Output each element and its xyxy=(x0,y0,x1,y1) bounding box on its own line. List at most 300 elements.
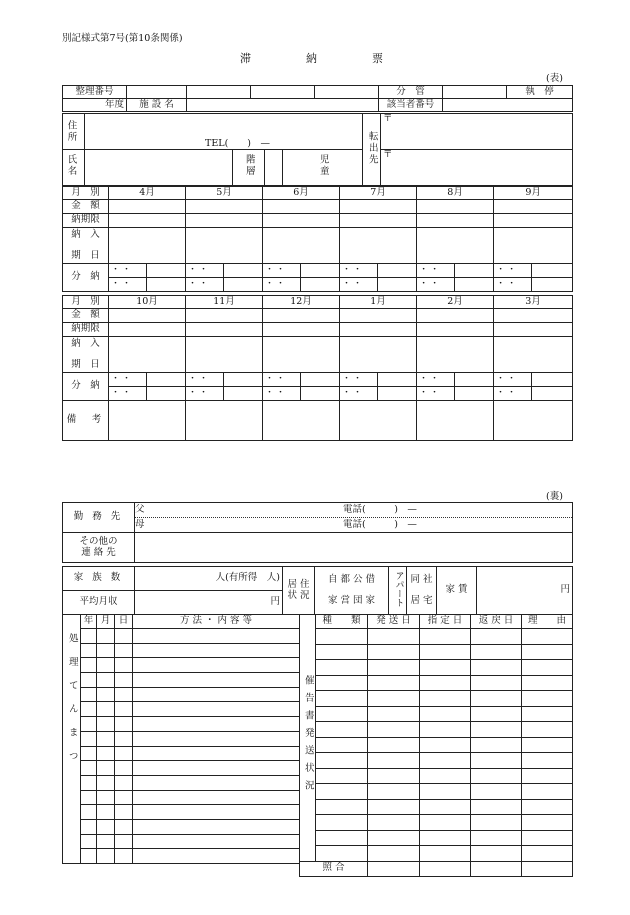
inst-a-1-1b[interactable] xyxy=(224,264,263,278)
label-shougou: 照 合 xyxy=(300,861,368,876)
saikoku-cell[interactable] xyxy=(368,784,420,800)
shougou-cell[interactable] xyxy=(471,861,522,876)
inst-a-5-2[interactable]: ・・ xyxy=(494,278,532,292)
back-family-table xyxy=(62,566,573,615)
amount-a-5[interactable] xyxy=(494,200,573,214)
inst-b-0-1b[interactable] xyxy=(147,373,186,387)
saikoku-cell[interactable] xyxy=(316,799,368,815)
back-log-area xyxy=(62,614,572,874)
due-b-5[interactable] xyxy=(494,323,573,337)
saikoku-cell[interactable] xyxy=(420,706,471,722)
shori-cell[interactable] xyxy=(115,819,133,834)
inst-b-5-2[interactable]: ・・ xyxy=(494,387,532,401)
saikoku-cell[interactable] xyxy=(420,675,471,691)
month-a-0: 4月 xyxy=(109,187,186,200)
label-shisetsu: 施 設 名 xyxy=(127,99,187,112)
saikoku-cell[interactable] xyxy=(316,629,368,645)
saikoku-cell[interactable] xyxy=(522,799,573,815)
shori-cell[interactable] xyxy=(97,673,115,688)
saikoku-cell[interactable] xyxy=(316,784,368,800)
shori-cell[interactable] xyxy=(81,702,97,717)
month-a-3: 7月 xyxy=(340,187,417,200)
inst-a-5-1[interactable]: ・・ xyxy=(494,264,532,278)
label-month-a: 月 別 xyxy=(63,187,109,200)
saikoku-cell[interactable] xyxy=(316,644,368,660)
label-due-b: 納期限 xyxy=(63,323,109,337)
saikoku-cell[interactable] xyxy=(420,784,471,800)
paid-b-3[interactable] xyxy=(340,337,417,373)
shori-cell[interactable] xyxy=(133,717,300,732)
shori-cell[interactable] xyxy=(133,673,300,688)
shori-cell[interactable] xyxy=(97,702,115,717)
inst-b-5-2b[interactable] xyxy=(532,387,573,401)
inst-a-2-2b[interactable] xyxy=(301,278,340,292)
saikoku-cell[interactable] xyxy=(420,737,471,753)
shori-cell[interactable] xyxy=(97,834,115,849)
label-amount-b: 金 額 xyxy=(63,309,109,323)
saikoku-cell[interactable] xyxy=(471,784,522,800)
label-amount-a: 金 額 xyxy=(63,200,109,214)
saikoku-cell[interactable] xyxy=(522,660,573,676)
saikoku-cell[interactable] xyxy=(522,768,573,784)
inst-b-4-1[interactable]: ・・ xyxy=(417,373,455,387)
amount-a-1[interactable] xyxy=(186,200,263,214)
shori-cell[interactable] xyxy=(81,746,97,761)
saikoku-cell[interactable] xyxy=(522,722,573,738)
shimei-field[interactable] xyxy=(85,150,233,186)
label-gaitou: 該当者番号 xyxy=(379,99,443,112)
col-return: 返 戻 日 xyxy=(471,615,522,629)
shori-cell[interactable] xyxy=(133,819,300,834)
saikoku-cell[interactable] xyxy=(316,706,368,722)
shori-cell[interactable] xyxy=(81,819,97,834)
saikoku-cell[interactable] xyxy=(471,846,522,862)
label-seiri: 整理番号 xyxy=(63,86,127,99)
bikou-0[interactable] xyxy=(109,401,186,441)
saikoku-cell[interactable] xyxy=(420,830,471,846)
inst-b-4-2b[interactable] xyxy=(455,387,494,401)
month-a-1: 5月 xyxy=(186,187,263,200)
month-a-2: 6月 xyxy=(263,187,340,200)
shougou-cell[interactable] xyxy=(522,861,573,876)
form-reference: 別記様式第7号(第10条関係) xyxy=(62,33,183,44)
saikoku-cell[interactable] xyxy=(316,675,368,691)
saikoku-cell[interactable] xyxy=(471,644,522,660)
shori-cell[interactable] xyxy=(81,629,97,644)
saikoku-cell[interactable] xyxy=(368,799,420,815)
shori-cell[interactable] xyxy=(97,717,115,732)
inst-b-1-1[interactable]: ・・ xyxy=(186,373,224,387)
saikoku-cell[interactable] xyxy=(522,753,573,769)
label-saikoku: 催告書発送状況 xyxy=(300,615,316,862)
shori-cell[interactable] xyxy=(133,629,300,644)
inst-b-3-2[interactable]: ・・ xyxy=(340,387,378,401)
saikoku-cell[interactable] xyxy=(471,799,522,815)
inst-a-0-2b[interactable] xyxy=(147,278,186,292)
col-day: 日 xyxy=(115,615,133,629)
month-b-2: 12月 xyxy=(263,296,340,309)
bikou-5[interactable] xyxy=(494,401,573,441)
saikoku-cell[interactable] xyxy=(471,815,522,831)
shori-cell[interactable] xyxy=(81,658,97,673)
label-inst-b: 分 納 xyxy=(63,373,109,401)
inst-a-5-1b[interactable] xyxy=(532,264,573,278)
saikoku-cell[interactable] xyxy=(471,706,522,722)
saikoku-cell[interactable] xyxy=(368,675,420,691)
due-a-1[interactable] xyxy=(186,214,263,228)
inst-b-2-2[interactable]: ・・ xyxy=(263,387,301,401)
saikoku-cell[interactable] xyxy=(368,737,420,753)
paid-b-1[interactable] xyxy=(186,337,263,373)
label-jidou: 児童 xyxy=(283,150,363,186)
saikoku-cell[interactable] xyxy=(471,660,522,676)
saikoku-cell[interactable] xyxy=(368,830,420,846)
paid-b-2[interactable] xyxy=(263,337,340,373)
saikoku-cell[interactable] xyxy=(368,768,420,784)
shori-cell[interactable] xyxy=(115,702,133,717)
month-a-5: 9月 xyxy=(494,187,573,200)
saikoku-cell[interactable] xyxy=(316,815,368,831)
shori-cell[interactable] xyxy=(97,819,115,834)
shori-cell[interactable] xyxy=(115,687,133,702)
inst-b-5-1[interactable]: ・・ xyxy=(494,373,532,387)
shori-cell[interactable] xyxy=(97,849,115,864)
shori-cell[interactable] xyxy=(133,849,300,864)
inst-a-2-1[interactable]: ・・ xyxy=(263,264,301,278)
col-send: 発 送 日 xyxy=(368,615,420,629)
due-b-1[interactable] xyxy=(186,323,263,337)
saikoku-cell[interactable] xyxy=(420,691,471,707)
month-b-5: 3月 xyxy=(494,296,573,309)
label-shori: 処理てんまつ xyxy=(63,615,81,864)
shori-cell[interactable] xyxy=(81,775,97,790)
col-method: 方 法 ・ 内 容 等 xyxy=(133,615,300,629)
inst-b-2-2b[interactable] xyxy=(301,387,340,401)
bikou-4[interactable] xyxy=(417,401,494,441)
due-b-2[interactable] xyxy=(263,323,340,337)
inst-b-4-1b[interactable] xyxy=(455,373,494,387)
saikoku-cell[interactable] xyxy=(368,846,420,862)
shori-cell[interactable] xyxy=(115,834,133,849)
saikoku-cell[interactable] xyxy=(522,706,573,722)
due-b-4[interactable] xyxy=(417,323,494,337)
kinmusaki-field[interactable] xyxy=(135,503,573,533)
saikoku-cell[interactable] xyxy=(522,830,573,846)
saikoku-cell[interactable] xyxy=(471,722,522,738)
paid-a-5[interactable] xyxy=(494,228,573,264)
month-b-4: 2月 xyxy=(417,296,494,309)
saikoku-cell[interactable] xyxy=(420,753,471,769)
saikoku-cell[interactable] xyxy=(522,675,573,691)
shori-cell[interactable] xyxy=(81,673,97,688)
paid-a-0[interactable] xyxy=(109,228,186,264)
inst-a-4-1[interactable]: ・・ xyxy=(417,264,455,278)
tenshutsu-field-1[interactable] xyxy=(381,114,573,150)
saikoku-cell[interactable] xyxy=(420,846,471,862)
shori-cell[interactable] xyxy=(97,687,115,702)
saikoku-cell[interactable] xyxy=(368,660,420,676)
label-due-a: 納期限 xyxy=(63,214,109,228)
inst-a-2-1b[interactable] xyxy=(301,264,340,278)
shori-cell[interactable] xyxy=(133,805,300,820)
sonota-field[interactable] xyxy=(135,533,573,563)
month-a-4: 8月 xyxy=(417,187,494,200)
bikou-3[interactable] xyxy=(340,401,417,441)
label-kyojuu: 居 住 状 況 xyxy=(283,567,315,615)
saikoku-cell[interactable] xyxy=(368,629,420,645)
shori-cell[interactable] xyxy=(115,775,133,790)
shori-cell[interactable] xyxy=(133,702,300,717)
inst-a-5-2b[interactable] xyxy=(532,278,573,292)
inst-b-3-2b[interactable] xyxy=(378,387,417,401)
inst-b-4-2[interactable]: ・・ xyxy=(417,387,455,401)
shori-cell[interactable] xyxy=(81,805,97,820)
bunkan-field[interactable] xyxy=(443,86,507,99)
shougou-cell[interactable] xyxy=(368,861,420,876)
saikoku-cell[interactable] xyxy=(471,753,522,769)
inst-b-1-2[interactable]: ・・ xyxy=(186,387,224,401)
amount-b-2[interactable] xyxy=(263,309,340,323)
shori-cell[interactable] xyxy=(97,658,115,673)
saikoku-cell[interactable] xyxy=(316,737,368,753)
saikoku-cell[interactable] xyxy=(368,815,420,831)
label-bunkan: 分 管 xyxy=(379,86,443,99)
due-b-3[interactable] xyxy=(340,323,417,337)
inst-a-4-2b[interactable] xyxy=(455,278,494,292)
amount-b-0[interactable] xyxy=(109,309,186,323)
due-a-3[interactable] xyxy=(340,214,417,228)
saikoku-cell[interactable] xyxy=(522,629,573,645)
saikoku-cell[interactable] xyxy=(522,815,573,831)
paid-b-4[interactable] xyxy=(417,337,494,373)
shori-cell[interactable] xyxy=(133,775,300,790)
shisetsu-field[interactable] xyxy=(187,99,379,112)
inst-a-3-1b[interactable] xyxy=(378,264,417,278)
col-reason: 理 由 xyxy=(522,615,573,629)
gaitou-field[interactable] xyxy=(443,99,573,112)
paid-b-0[interactable] xyxy=(109,337,186,373)
label-apart: アパート xyxy=(389,567,407,615)
saikoku-cell[interactable] xyxy=(368,706,420,722)
paid-a-4[interactable] xyxy=(417,228,494,264)
saikoku-cell[interactable] xyxy=(368,722,420,738)
shori-cell[interactable] xyxy=(97,805,115,820)
seiri-field-1[interactable] xyxy=(127,86,187,99)
amount-b-1[interactable] xyxy=(186,309,263,323)
saikoku-cell[interactable] xyxy=(522,846,573,862)
shori-cell[interactable] xyxy=(133,834,300,849)
month-b-1: 11月 xyxy=(186,296,263,309)
amount-a-0[interactable] xyxy=(109,200,186,214)
shori-cell[interactable] xyxy=(81,643,97,658)
tenshutsu-field-2[interactable] xyxy=(381,150,573,186)
saikoku-cell[interactable] xyxy=(316,846,368,862)
amount-a-3[interactable] xyxy=(340,200,417,214)
due-a-4[interactable] xyxy=(417,214,494,228)
kazoku-field[interactable]: 人(有所得 人) xyxy=(135,567,283,591)
front-info-table xyxy=(62,85,573,112)
shori-cell[interactable] xyxy=(97,761,115,776)
shori-cell[interactable] xyxy=(81,761,97,776)
paid-a-1[interactable] xyxy=(186,228,263,264)
shori-cell[interactable] xyxy=(115,717,133,732)
saikoku-cell[interactable] xyxy=(471,675,522,691)
label-tenshutsu: 転出先 xyxy=(363,114,381,186)
shori-cell[interactable] xyxy=(81,790,97,805)
inst-b-0-1[interactable]: ・・ xyxy=(109,373,147,387)
saikoku-cell[interactable] xyxy=(420,644,471,660)
amount-a-2[interactable] xyxy=(263,200,340,214)
inst-a-3-2b[interactable] xyxy=(378,278,417,292)
inst-b-2-1[interactable]: ・・ xyxy=(263,373,301,387)
due-a-0[interactable] xyxy=(109,214,186,228)
shori-cell[interactable] xyxy=(81,834,97,849)
saikoku-cell[interactable] xyxy=(420,660,471,676)
amount-b-3[interactable] xyxy=(340,309,417,323)
jusho-field[interactable] xyxy=(85,114,363,150)
shori-cell[interactable] xyxy=(115,658,133,673)
due-a-2[interactable] xyxy=(263,214,340,228)
shougou-cell[interactable] xyxy=(420,861,471,876)
inst-a-0-1b[interactable] xyxy=(147,264,186,278)
shori-cell[interactable] xyxy=(97,775,115,790)
shori-cell[interactable] xyxy=(115,643,133,658)
saikoku-cell[interactable] xyxy=(420,799,471,815)
saikoku-cell[interactable] xyxy=(316,691,368,707)
saikoku-cell[interactable] xyxy=(471,830,522,846)
shori-cell[interactable] xyxy=(81,849,97,864)
inst-b-0-2b[interactable] xyxy=(147,387,186,401)
shori-cell[interactable] xyxy=(97,731,115,746)
inst-a-4-2[interactable]: ・・ xyxy=(417,278,455,292)
inst-a-1-1[interactable]: ・・ xyxy=(186,264,224,278)
bikou-1[interactable] xyxy=(186,401,263,441)
seiri-field-3[interactable] xyxy=(251,86,315,99)
front-months-table-b xyxy=(62,295,573,441)
shori-cell[interactable] xyxy=(97,746,115,761)
month-b-3: 1月 xyxy=(340,296,417,309)
label-kazoku: 家 族 数 xyxy=(63,567,135,591)
yachin-field[interactable]: 円 xyxy=(477,567,573,615)
paid-b-5[interactable] xyxy=(494,337,573,373)
shori-cell[interactable] xyxy=(115,761,133,776)
shori-cell[interactable] xyxy=(115,849,133,864)
label-yachin: 家 賃 xyxy=(437,567,477,615)
shori-cell[interactable] xyxy=(97,790,115,805)
inst-b-1-1b[interactable] xyxy=(224,373,263,387)
saikoku-cell[interactable] xyxy=(316,722,368,738)
inst-a-0-2[interactable]: ・・ xyxy=(109,278,147,292)
shori-cell[interactable] xyxy=(115,790,133,805)
shori-cell[interactable] xyxy=(133,658,300,673)
saikoku-cell[interactable] xyxy=(368,753,420,769)
paid-a-3[interactable] xyxy=(340,228,417,264)
shori-cell[interactable] xyxy=(115,673,133,688)
saikoku-cell[interactable] xyxy=(471,737,522,753)
due-a-5[interactable] xyxy=(494,214,573,228)
amount-b-5[interactable] xyxy=(494,309,573,323)
saikoku-cell[interactable] xyxy=(522,691,573,707)
shori-cell[interactable] xyxy=(97,643,115,658)
saikoku-cell[interactable] xyxy=(420,722,471,738)
amount-a-4[interactable] xyxy=(417,200,494,214)
inst-b-3-1b[interactable] xyxy=(378,373,417,387)
inst-b-3-1[interactable]: ・・ xyxy=(340,373,378,387)
shori-cell[interactable] xyxy=(81,717,97,732)
saikoku-cell[interactable] xyxy=(522,784,573,800)
shori-cell[interactable] xyxy=(115,731,133,746)
back-mark: (裏) xyxy=(546,491,563,502)
shori-cell[interactable] xyxy=(115,629,133,644)
kaisou-field[interactable] xyxy=(265,150,283,186)
saikoku-cell[interactable] xyxy=(316,830,368,846)
seiri-field-2[interactable] xyxy=(187,86,251,99)
heikin-field[interactable]: 円 xyxy=(135,591,283,615)
shori-cell[interactable] xyxy=(115,746,133,761)
saikoku-cell[interactable] xyxy=(316,753,368,769)
inst-a-3-1[interactable]: ・・ xyxy=(340,264,378,278)
shori-cell[interactable] xyxy=(133,687,300,702)
saikoku-cell[interactable] xyxy=(471,691,522,707)
shori-cell[interactable] xyxy=(81,731,97,746)
shori-cell[interactable] xyxy=(81,687,97,702)
saikoku-cell[interactable] xyxy=(316,768,368,784)
shori-cell[interactable] xyxy=(133,643,300,658)
inst-a-3-2[interactable]: ・・ xyxy=(340,278,378,292)
label-heikin: 平均月収 xyxy=(63,591,135,615)
inst-b-5-1b[interactable] xyxy=(532,373,573,387)
label-shittei: 執 停 xyxy=(507,86,573,99)
shori-cell[interactable] xyxy=(115,805,133,820)
shori-table xyxy=(62,614,300,864)
month-b-0: 10月 xyxy=(109,296,186,309)
shori-cell[interactable] xyxy=(133,731,300,746)
saikoku-cell[interactable] xyxy=(316,660,368,676)
saikoku-cell[interactable] xyxy=(368,691,420,707)
label-kinmusaki: 勤 務 先 xyxy=(63,503,135,533)
inst-b-1-2b[interactable] xyxy=(224,387,263,401)
shori-cell[interactable] xyxy=(97,629,115,644)
shori-cell[interactable] xyxy=(133,790,300,805)
saikoku-cell[interactable] xyxy=(522,644,573,660)
saikoku-cell[interactable] xyxy=(471,629,522,645)
due-b-0[interactable] xyxy=(109,323,186,337)
seiri-field-4[interactable] xyxy=(315,86,379,99)
inst-a-0-1[interactable]: ・・ xyxy=(109,264,147,278)
saikoku-cell[interactable] xyxy=(368,644,420,660)
label-sonota: その他の 連 絡 先 xyxy=(63,533,135,563)
saikoku-cell[interactable] xyxy=(420,629,471,645)
inst-a-2-2[interactable]: ・・ xyxy=(263,278,301,292)
inst-a-1-2[interactable]: ・・ xyxy=(186,278,224,292)
paid-a-2[interactable] xyxy=(263,228,340,264)
tel-label: TEL( ) — xyxy=(205,137,270,149)
inst-b-2-1b[interactable] xyxy=(301,373,340,387)
inst-a-1-2b[interactable] xyxy=(224,278,263,292)
saikoku-cell[interactable] xyxy=(420,768,471,784)
saikoku-cell[interactable] xyxy=(471,768,522,784)
bikou-2[interactable] xyxy=(263,401,340,441)
saikoku-cell[interactable] xyxy=(522,737,573,753)
shori-cell[interactable] xyxy=(133,746,300,761)
front-months-table-a xyxy=(62,186,573,292)
amount-b-4[interactable] xyxy=(417,309,494,323)
saikoku-cell[interactable] xyxy=(420,815,471,831)
inst-a-4-1b[interactable] xyxy=(455,264,494,278)
shori-cell[interactable] xyxy=(133,761,300,776)
inst-b-0-2[interactable]: ・・ xyxy=(109,387,147,401)
col-kind: 種 類 xyxy=(316,615,368,629)
